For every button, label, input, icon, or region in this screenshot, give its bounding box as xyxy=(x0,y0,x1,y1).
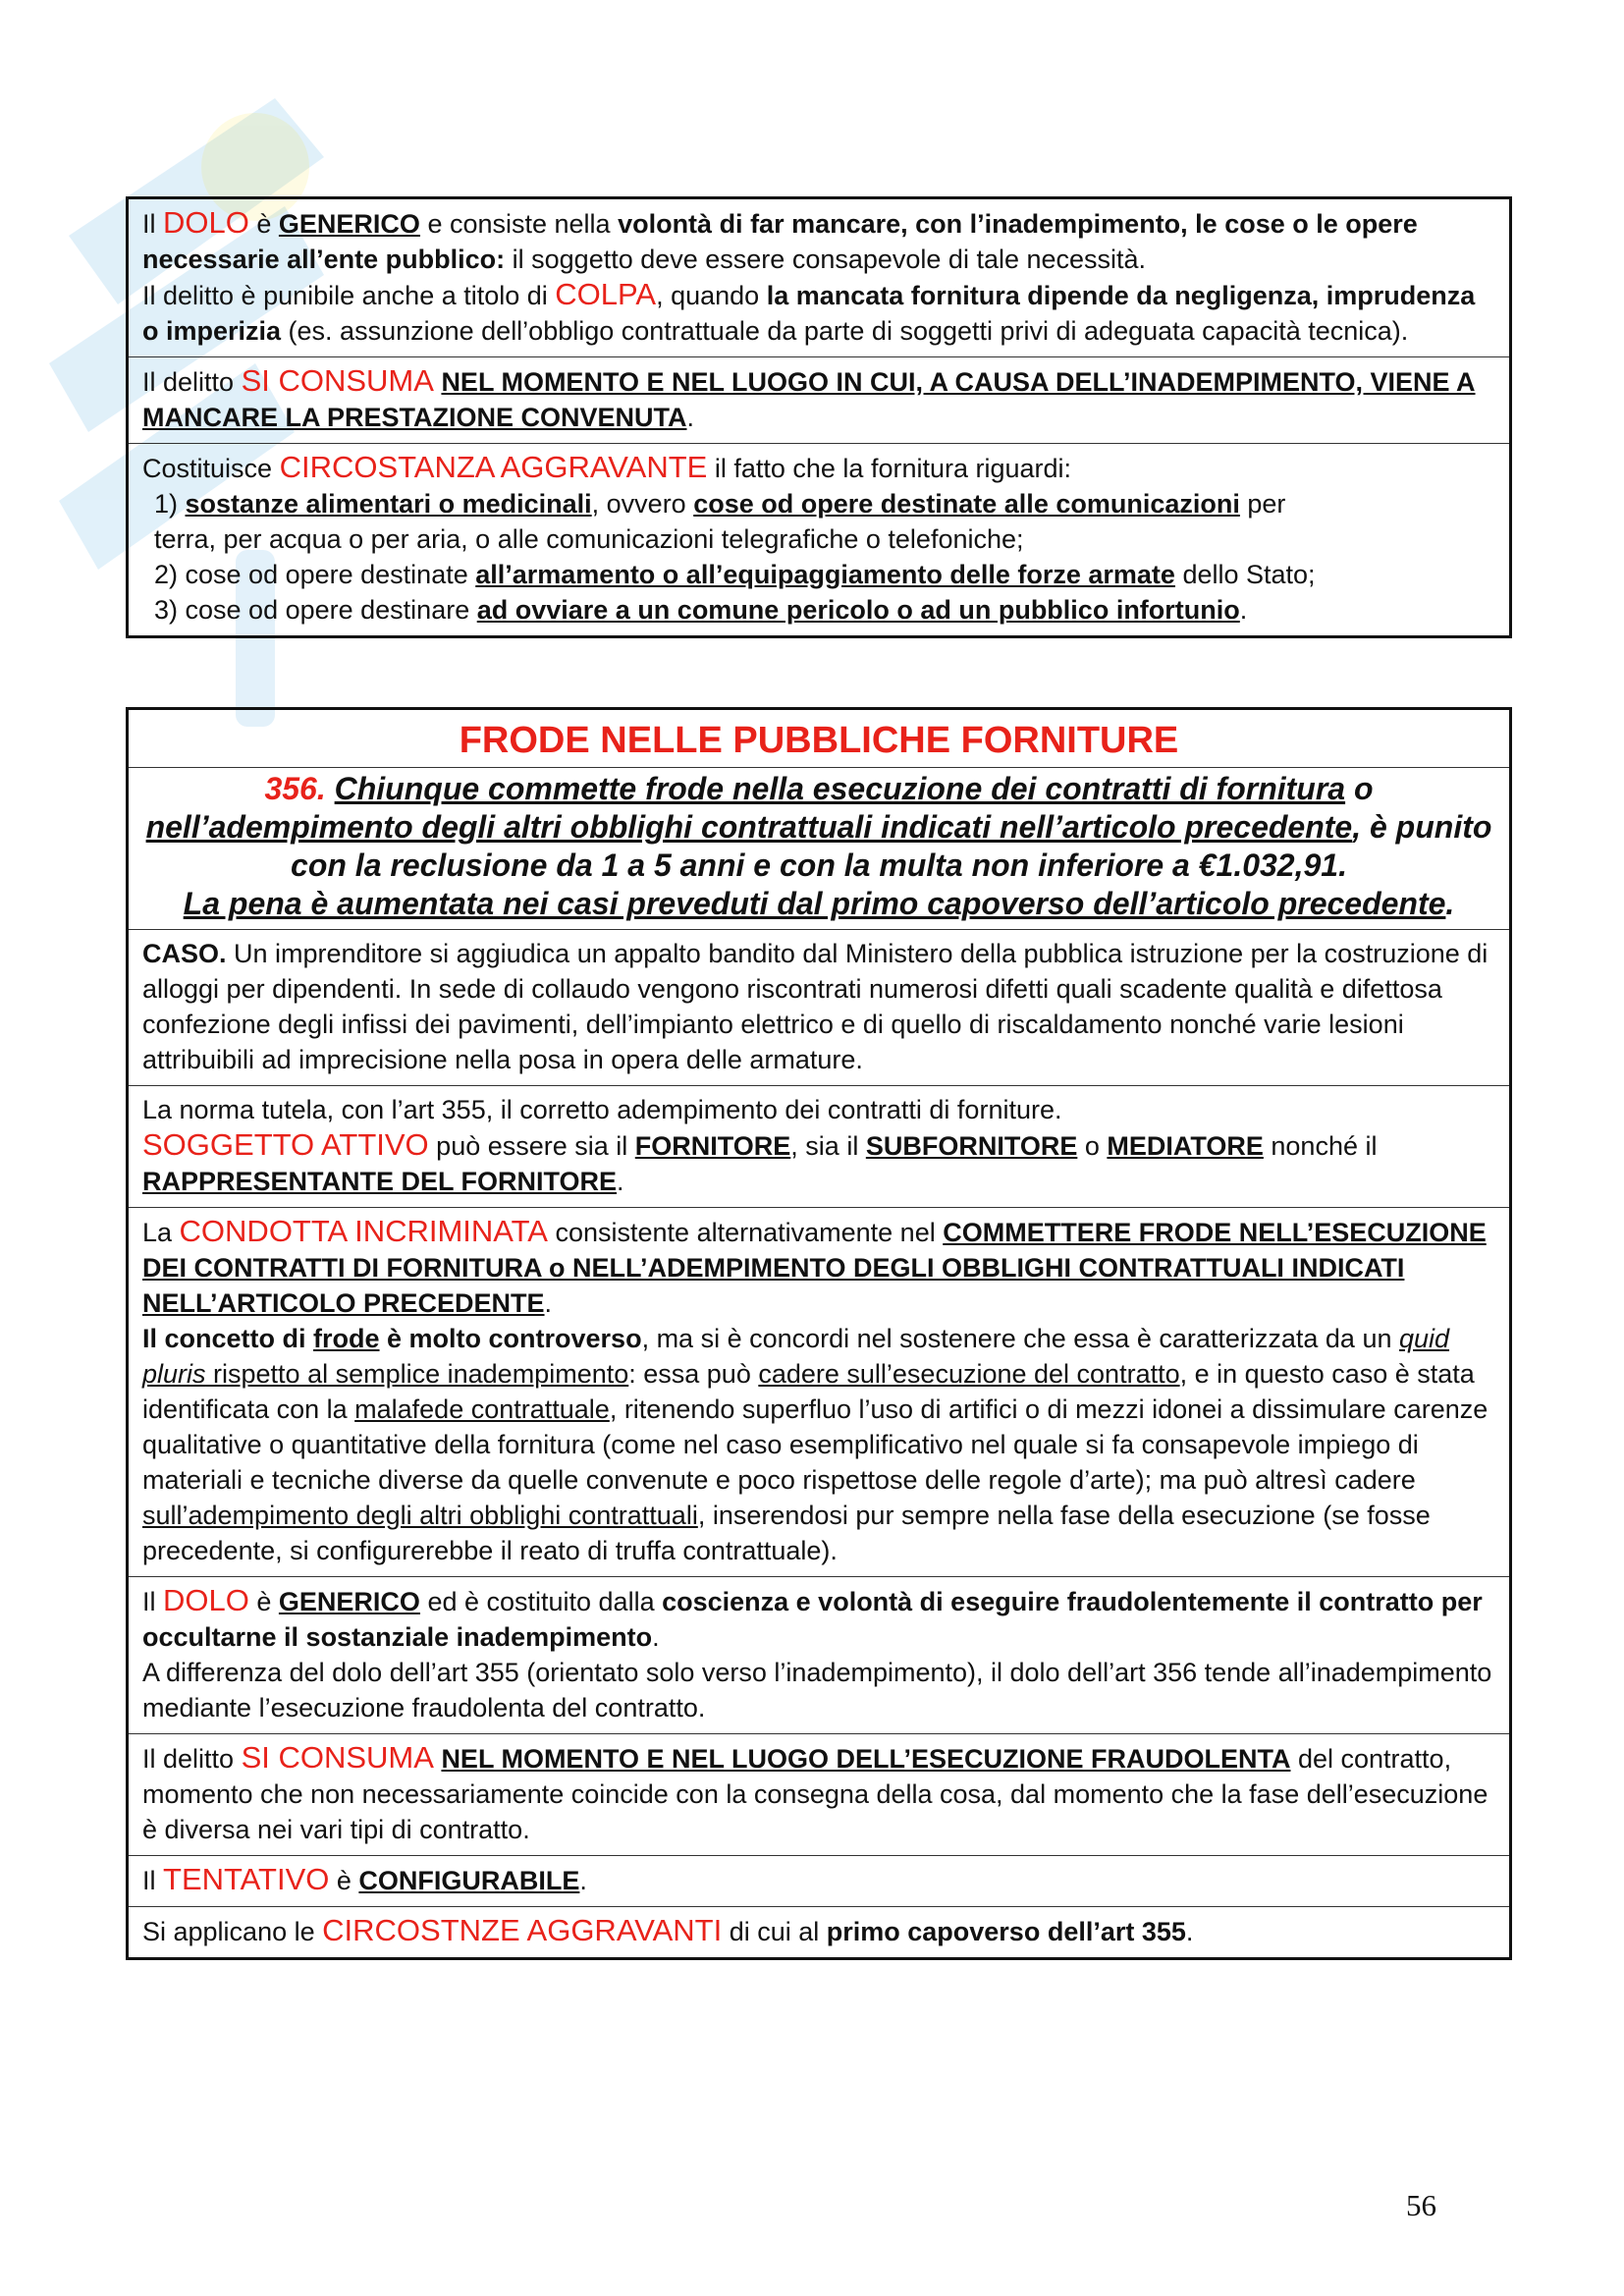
colpa-paragraph: Il delitto è punibile anche a titolo di COLPA, quando la mancata fornitura dipende da negligenza, imprudenza o imperizia (es. assunzione dell’obbligo contrattuale da parte di soggetti privi di adeguata capacità tecnica). xyxy=(142,277,1476,346)
tentativo-section xyxy=(129,1855,1509,1906)
section-box-art356 xyxy=(126,707,1512,1960)
dolo-difference-paragraph: A differenza del dolo dell’art 355 (orientato solo verso l’inadempimento), il dolo dell’art 356 tende all’inadempimento mediante l’esecuzione fraudolenta del contratto. xyxy=(142,1658,1492,1722)
article-number: 356. xyxy=(264,771,326,806)
dolo-colpa-section xyxy=(129,199,1509,356)
list-item-continuation: terra, per acqua o per aria, o alle comunicazioni telegrafiche o telefoniche; xyxy=(154,524,1024,554)
page-number: 56 xyxy=(1406,2188,1436,2222)
consumazione-section xyxy=(129,356,1509,443)
aggravanti-paragraph: Si applicano le CIRCOSTNZE AGGRAVANTI di cui al primo capoverso dell’art 355. xyxy=(142,1913,1194,1947)
tutela-paragraph: La norma tutela, con l’art 355, il corretto adempimento dei contratti di forniture. xyxy=(142,1095,1062,1124)
consumazione-paragraph: Il delitto SI CONSUMA NEL MOMENTO E NEL LUOGO DELL’ESECUZIONE FRAUDOLENTA del contratto, momento che non necessariamente coincide con la consegna della cosa, dal momento che la fase dell’esecuzione è diversa nei vari tipi di contratto. xyxy=(142,1740,1489,1844)
consumazione-paragraph: Il delitto SI CONSUMA NEL MOMENTO E NEL LUOGO IN CUI, A CAUSA DELL’INADEMPIMENTO, VIENE A MANCARE LA PRESTAZIONE CONVENUTA. xyxy=(142,363,1476,432)
frode-paragraph: Il concetto di frode è molto controverso, ma si è concordi nel sostenere che essa è caratterizzata da un quid pluris rispetto al semplice inadempimento: essa può cadere sull’esecuzione del contratto, e in questo caso è stata identificata con la malafede contrattuale, ritenendo superfluo l’uso di artifici o di mezzi idonei a dissimulare carenze qualitative o quantitative della fornitura (come nel caso esemplificativo nel quale si fa consapevole impiego di materiali e tecniche diverse da quelle convenute e poco rispettose delle regole d’arte); ma può altresì cadere sull’adempimento degli altri obblighi contrattuali, inserendosi pur sempre nella fase della esecuzione (se fosse precedente, si configurerebbe il reato di truffa contrattuale). xyxy=(142,1324,1489,1565)
condotta-paragraph: La CONDOTTA INCRIMINATA consistente alternativamente nel COMMETTERE FRODE NELL’ESECUZIONE DEI CONTRATTI DI FORNITURA o NELL’ADEMPIMENTO DEGLI OBBLIGHI CONTRATTUALI INDICATI NELL’ARTICOLO PRECEDENTE. xyxy=(142,1214,1487,1318)
dolo-section xyxy=(129,1576,1509,1733)
dolo-paragraph: Il DOLO è GENERICO e consiste nella volontà di far mancare, con l’inadempimento, le cose o le opere necessarie all’ente pubblico: il soggetto deve essere consapevole di tale necessità. xyxy=(142,205,1418,274)
article-text: 356. Chiunque commette frode nella esecuzione dei contratti di fornitura o nell’adempimento degli altri obblighi contrattuali indicati nell’articolo precedente, è punito con la reclusione da 1 a 5 anni e con la multa non inferiore a €1.032,91. La pena è aumentata nei casi preveduti dal primo capoverso dell’articolo precedente. xyxy=(129,767,1509,929)
consumazione-section xyxy=(129,1733,1509,1855)
aggravanti-list xyxy=(142,486,1495,628)
tentativo-paragraph: Il TENTATIVO è CONFIGURABILE. xyxy=(142,1862,587,1896)
aggravanti-intro: Costituisce CIRCOSTANZA AGGRAVANTE il fatto che la fornitura riguardi: xyxy=(142,450,1072,484)
list-item: 1) sostanze alimentari o medicinali, ovvero cose od opere destinate alle comunicazioni per xyxy=(154,489,1286,519)
section-title: FRODE NELLE PUBBLICHE FORNITURE xyxy=(459,720,1179,761)
soggetto-section xyxy=(129,1085,1509,1207)
section-box-art355-end xyxy=(126,196,1512,638)
list-item: 2) cose od opere destinate all’armamento o all’equipaggiamento delle forze armate dello Stato; xyxy=(154,560,1316,589)
list-item: 3) cose od opere destinare ad ovviare a un comune pericolo o ad un pubblico infortunio. xyxy=(154,595,1248,625)
caso-section xyxy=(129,929,1509,1085)
soggetto-paragraph: SOGGETTO ATTIVO può essere sia il FORNITORE, sia il SUBFORNITORE o MEDIATORE nonché il RAPPRESENTANTE DEL FORNITORE. xyxy=(142,1127,1378,1196)
caso-paragraph: CASO. Un imprenditore si aggiudica un appalto bandito dal Ministero della pubblica istruzione per la costruzione di alloggi per dipendenti. In sede di collaudo vengono riscontrati numerosi difetti quali scadente qualità e difettosa confezione degli infissi dei pavimenti, dell’impianto elettrico e di quello di riscaldamento nonché varie lesioni attribuibili ad imprecisione nella posa in opera delle armature. xyxy=(142,939,1489,1074)
dolo-paragraph: Il DOLO è GENERICO ed è costituito dalla coscienza e volontà di eseguire fraudolentemente il contratto per occultarne il sostanziale inadempimento. xyxy=(142,1583,1483,1652)
aggravanti-section xyxy=(129,443,1509,635)
condotta-section xyxy=(129,1207,1509,1576)
aggravanti-section xyxy=(129,1906,1509,1957)
